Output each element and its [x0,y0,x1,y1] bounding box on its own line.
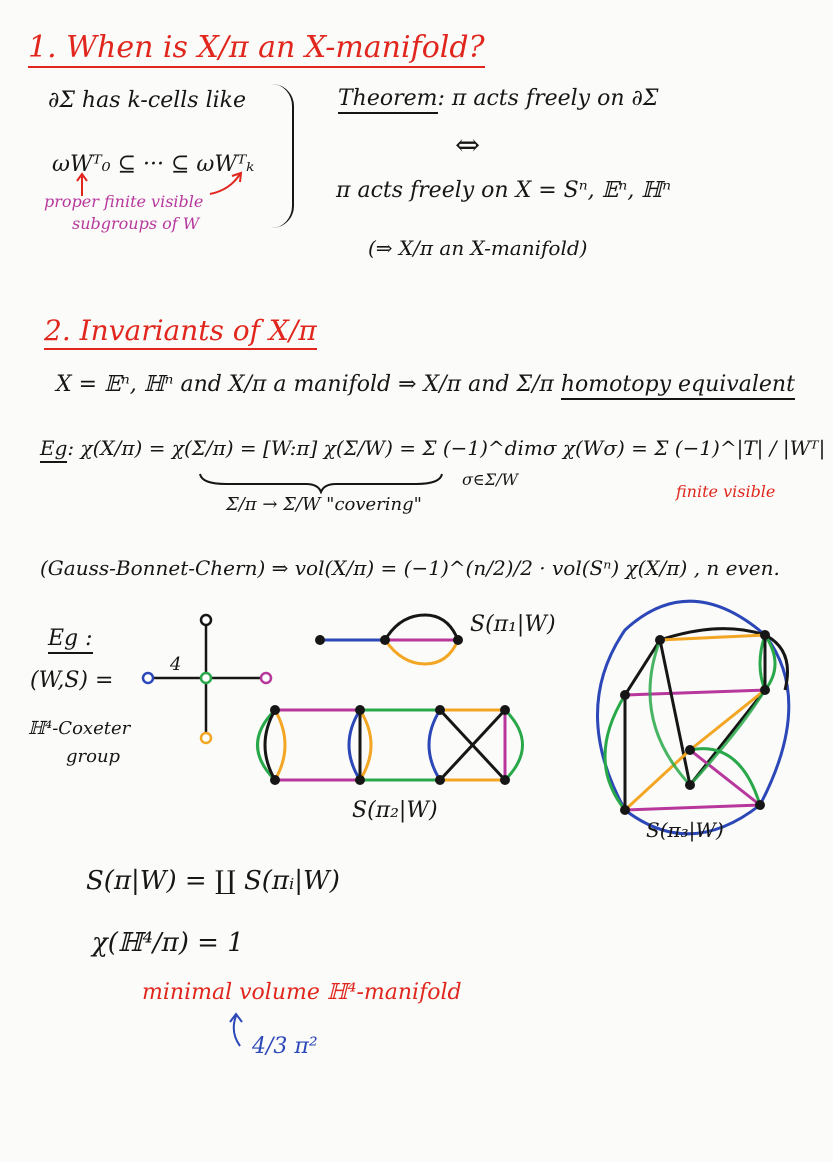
cells-line: ∂Σ has k-cells like [48,88,246,113]
note-line1: proper finite visible [44,192,204,211]
node-right [261,673,271,683]
homotopy-line-b: homotopy equivalent [561,372,795,400]
sum-index: σ∈Σ/W [462,470,518,489]
gbc-line: (Gauss-Bonnet-Chern) ⇒ vol(X/π) = (−1)^(n/2)/2 · vol(Sⁿ) χ(X/π) , n even. [40,556,780,580]
volume-value: 4/3 π² [252,1034,318,1059]
s1-label: S(π₁|W) [470,612,556,637]
graph-s2 [250,690,530,800]
eg-label: Eg [40,436,67,463]
node-left [143,673,153,683]
node-center [201,673,211,683]
covering-note: Σ/π → Σ/W "covering" [226,494,422,515]
coxeter-line2: group [66,746,121,767]
example-eg: Eg : [48,626,93,651]
theorem-label: Theorem [338,86,438,114]
section1-title: 1. When is X/π an X-manifold? [28,30,485,65]
section2-title: 2. Invariants of X/π [44,314,317,347]
theorem [338,86,658,111]
node-bottom [201,733,211,743]
homotopy-line [56,372,795,397]
note-arrows [60,170,260,200]
graph-s3 [590,580,820,840]
finite-visible-note: finite visible [676,482,776,501]
subgroup-chain: ωWᵀ₀ ⊆ ··· ⊆ ωWᵀₖ [52,152,255,177]
section1-brace [262,84,294,228]
homotopy-line-a: X = 𝔼ⁿ, ℍⁿ and X/π a manifold ⇒ X/π and Σ/π [56,372,554,397]
euler-formula: : χ(X/π) = χ(Σ/π) = [W:π] χ(Σ/W) = Σ (−1)^dimσ χ(Wσ) = Σ (−1)^|T| / |Wᵀ| [67,436,826,460]
implies-line: (⇒ X/π an X-manifold) [368,236,588,260]
euler-line [40,436,825,460]
note-line2: subgroups of W [72,214,200,233]
iff-arrow: ⇔ [455,128,481,163]
euler-one-line: χ(ℍ⁴/π) = 1 [92,928,244,958]
underbrace [196,472,446,494]
s3-label: S(π₃|W) [646,818,724,842]
freely-line: π acts freely on X = Sⁿ, 𝔼ⁿ, ℍⁿ [336,178,672,203]
node-top [201,615,211,625]
graph-s1 [310,610,470,670]
ws-label: (W,S) = [30,668,114,693]
theorem-text: : π acts freely on ∂Σ [437,86,659,111]
edge-label-4: 4 [170,654,182,675]
coxeter-line1: ℍ⁴-Coxeter [28,718,131,739]
disjoint-union-line: S(π|W) = ∐ S(πᵢ|W) [86,866,340,896]
minimal-volume-note: minimal volume ℍ⁴-manifold [142,980,462,1005]
s2-label: S(π₂|W) [352,798,438,823]
